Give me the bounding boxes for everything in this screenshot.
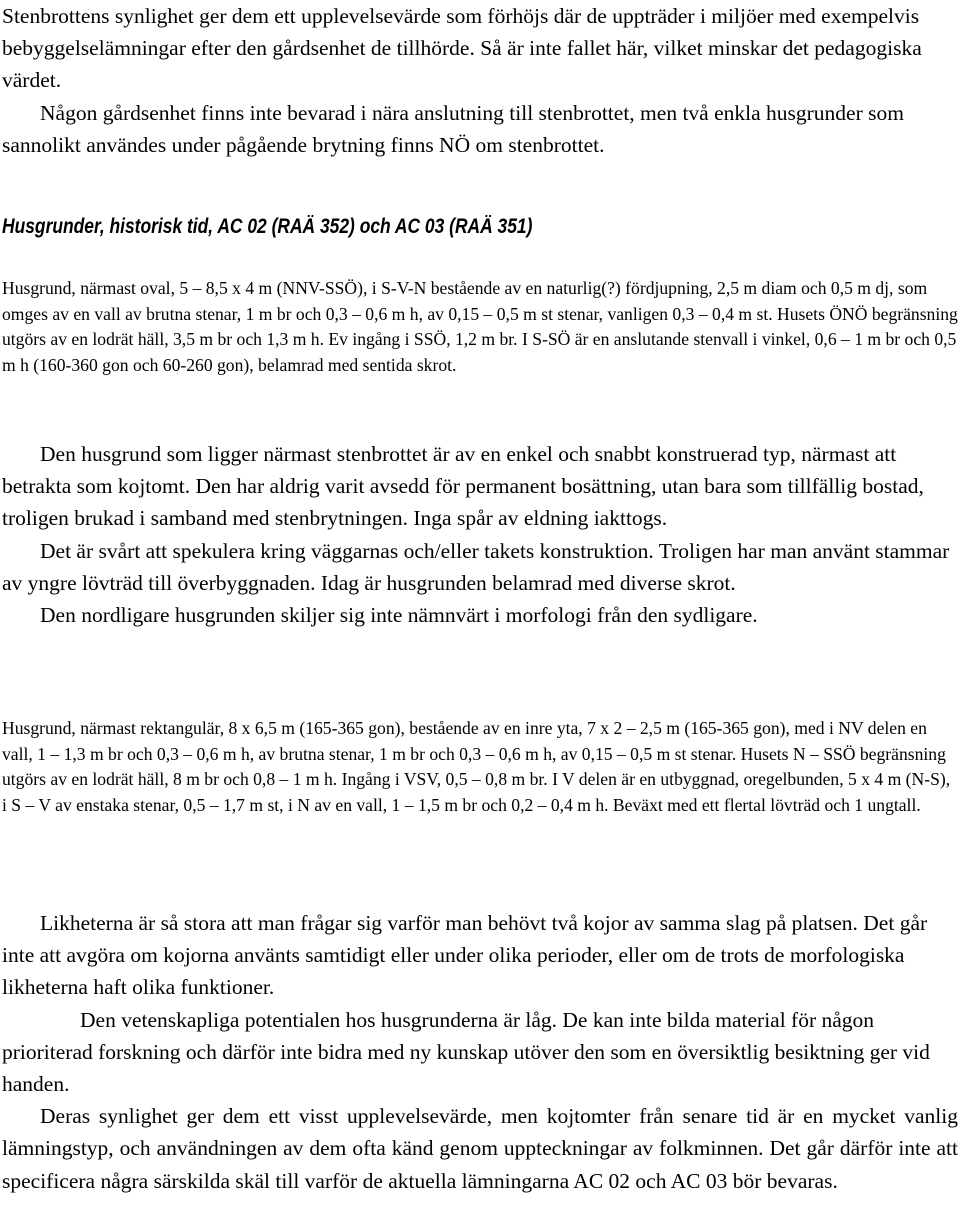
- description-house-foundation-1: Husgrund, närmast oval, 5 – 8,5 x 4 m (NNV-SSÖ), i S-V-N bestående av en naturlig(?) fördjupning, 2,5 m diam och 0,5 m dj, som omges av en vall av brutna stenar, 1 m br och 0,3 – 0,6 m h, av 0,15 – 0,5 m st stenar, vanligen 0,3 – 0,4 m st. Husets ÖNÖ begränsning utgörs av en lodrät häll, 3,5 m br och 1,3 m h. Ev ingång i SSÖ, 1,2 m br. I S-SÖ är en anslutande stenvall i vinkel, 0,6 – 1 m br och 0,5 m h (160-360 gon och 60-260 gon), belamrad med sentida skrot.: [2, 278, 958, 375]
- paragraph-hut-construction: Den husgrund som ligger närmast stenbrottet är av en enkel och snabbt konstruerad typ, närmast att betrakta som kojtomt. Den har aldrig varit avsedd för permanent bosättning, utan bara som tillfällig bostad, troligen brukad i samband med stenbrytningen. Inga spår av eldning iakttogs.: [2, 442, 924, 531]
- paragraph-northern-foundation: Den nordligare husgrunden skiljer sig inte nämnvärt i morfologi från den sydligare.: [40, 603, 758, 628]
- paragraph-experience-value: Deras synlighet ger dem ett visst upplevelsevärde, men kojtomter från senare tid är en mycket vanlig lämningstyp, och användningen av dem ofta känd genom uppteckningar av folkminnen. Det går därför inte att specificera några särskilda skäl till varför de aktuella lämningarna AC 02 och AC 03 bör bevaras.: [2, 1104, 958, 1193]
- intro-section: [2, 0, 958, 161]
- paragraph-scientific-potential: Den vetenskapliga potentialen hos husgrunderna är låg. De kan inte bilda material för någon prioriterad forskning och därför inte bidra med ny kunskap utöver den som en översiktlig besiktning ger vid handen.: [2, 1007, 930, 1097]
- section-heading: Husgrunder, historisk tid, AC 02 (RAÄ 352) och AC 03 (RAÄ 351): [2, 215, 533, 238]
- intro-paragraph-farmstead: Någon gårdsenhet finns inte bevarad i nära anslutning till stenbrottet, men två enkla husgrunder som sannolikt användes under pågående brytning finns NÖ om stenbrottet.: [2, 100, 904, 157]
- paragraph-similarities: Likheterna är så stora att man frågar sig varför man behövt två kojor av samma slag på platsen. Det går inte att avgöra om kojorna använts samtidigt eller under olika perioder, eller om de trots de morfologiska likheterna haft olika funktioner.: [2, 911, 928, 1000]
- assessment-section: [2, 907, 958, 1197]
- discussion-section: [2, 438, 958, 631]
- paragraph-walls-roof: Det är svårt att spekulera kring väggarnas och/eller takets konstruktion. Troligen har man använt stammar av yngre lövträd till överbyggnaden. Idag är husgrunden belamrad med diverse skrot.: [2, 538, 950, 595]
- intro-paragraph-visibility: Stenbrottens synlighet ger dem ett upplevelsevärde som förhöjs där de uppträder i miljöer med exempelvis bebyggelselämningar efter den gårdsenhet de tillhörde. Så är inte fallet här, vilket minskar det pedagogiska värdet.: [2, 4, 922, 93]
- description-house-foundation-2: Husgrund, närmast rektangulär, 8 x 6,5 m (165-365 gon), bestående av en inre yta, 7 x 2 – 2,5 m (165-365 gon), med i NV delen en vall, 1 – 1,3 m br och 0,3 – 0,6 m h, av brutna stenar, 1 m br och 0,3 – 0,6 m h, av 0,15 – 0,5 m st stenar. Husets N – SSÖ begränsning utgörs av en lodrät häll, 8 m br och 0,8 – 1 m h. Ingång i VSV, 0,5 – 0,8 m br. I V delen är en utbyggnad, oregelbunden, 5 x 4 m (N-S), i S – V av enstaka stenar, 0,5 – 1,7 m st, i N av en vall, 1 – 1,5 m br och 0,2 – 0,4 m h. Beväxt med ett flertal lövträd och 1 ungtall.: [2, 718, 951, 815]
